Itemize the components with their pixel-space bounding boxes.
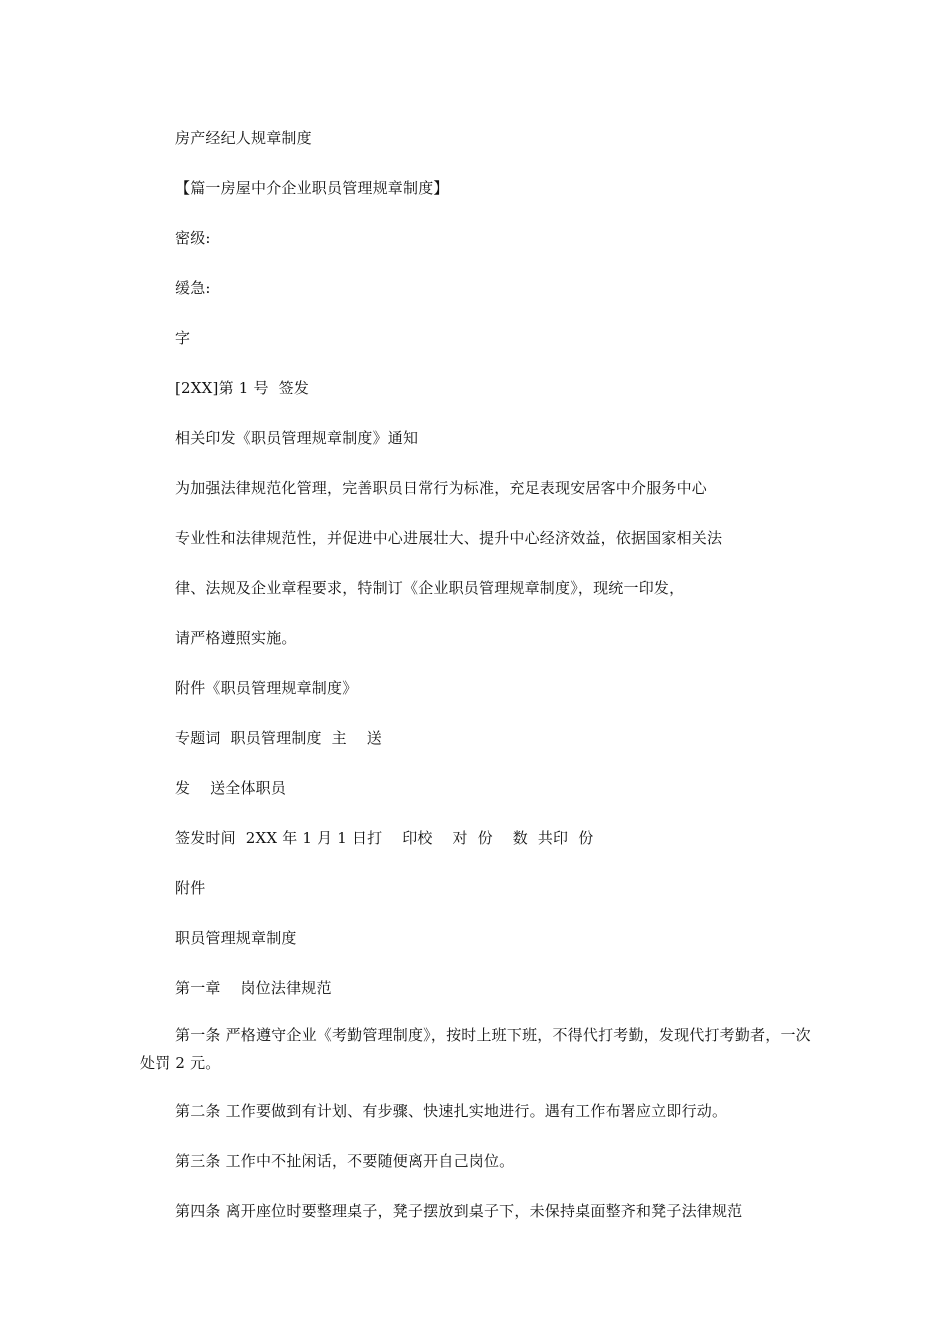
article-paragraph: 第四条 离开座位时要整理桌子，凳子摆放到桌子下，未保持桌面整齐和凳子法律规范 bbox=[175, 1202, 743, 1220]
issue-info: 签发时间 2XX 年 1 月 1 日打 印校 对 份 数 共印 份 bbox=[175, 829, 594, 847]
char-label: 字 bbox=[175, 329, 191, 347]
intro-line: 为加强法律规范化管理，完善职员日常行为标准，充足表现安居客中介服务中心 bbox=[175, 479, 708, 497]
intro-line: 专业性和法律规范性，并促进中心进展壮大、提升中心经济效益，依据国家相关法 bbox=[175, 529, 723, 547]
section-heading: 【篇一房屋中介企业职员管理规章制度】 bbox=[175, 179, 449, 197]
attachment-label: 附件 bbox=[175, 879, 206, 897]
attachment-reference: 附件《职员管理规章制度》 bbox=[175, 679, 358, 697]
chapter-heading: 第一章 岗位法律规范 bbox=[175, 979, 332, 997]
notice-title: 相关印发《职员管理规章制度》通知 bbox=[175, 429, 419, 447]
article-paragraph: 第一条 严格遵守企业《考勤管理制度》，按时上班下班，不得代打考勤，发现代打考勤者，一次处罚 2 元。 bbox=[140, 1026, 811, 1072]
urgency-label: 缓急: bbox=[175, 279, 211, 297]
secrecy-label: 密级: bbox=[175, 229, 211, 247]
document-title: 房产经纪人规章制度 bbox=[175, 129, 312, 147]
distribution-line: 发 送全体职员 bbox=[175, 779, 287, 797]
article-paragraph: 第三条 工作中不扯闲话，不要随便离开自己岗位。 bbox=[175, 1152, 515, 1170]
intro-line: 请严格遵照实施。 bbox=[175, 629, 297, 647]
intro-line: 律、法规及企业章程要求，特制订《企业职员管理规章制度》，现统一印发， bbox=[175, 579, 685, 597]
subject-words: 专题词 职员管理制度 主 送 bbox=[175, 729, 382, 747]
article-paragraph: 第二条 工作要做到有计划、有步骤、快速扎实地进行。遇有工作布署应立即行动。 bbox=[175, 1102, 728, 1120]
rules-title: 职员管理规章制度 bbox=[175, 929, 297, 947]
doc-number: [2XX]第 1 号 签发 bbox=[175, 379, 310, 397]
